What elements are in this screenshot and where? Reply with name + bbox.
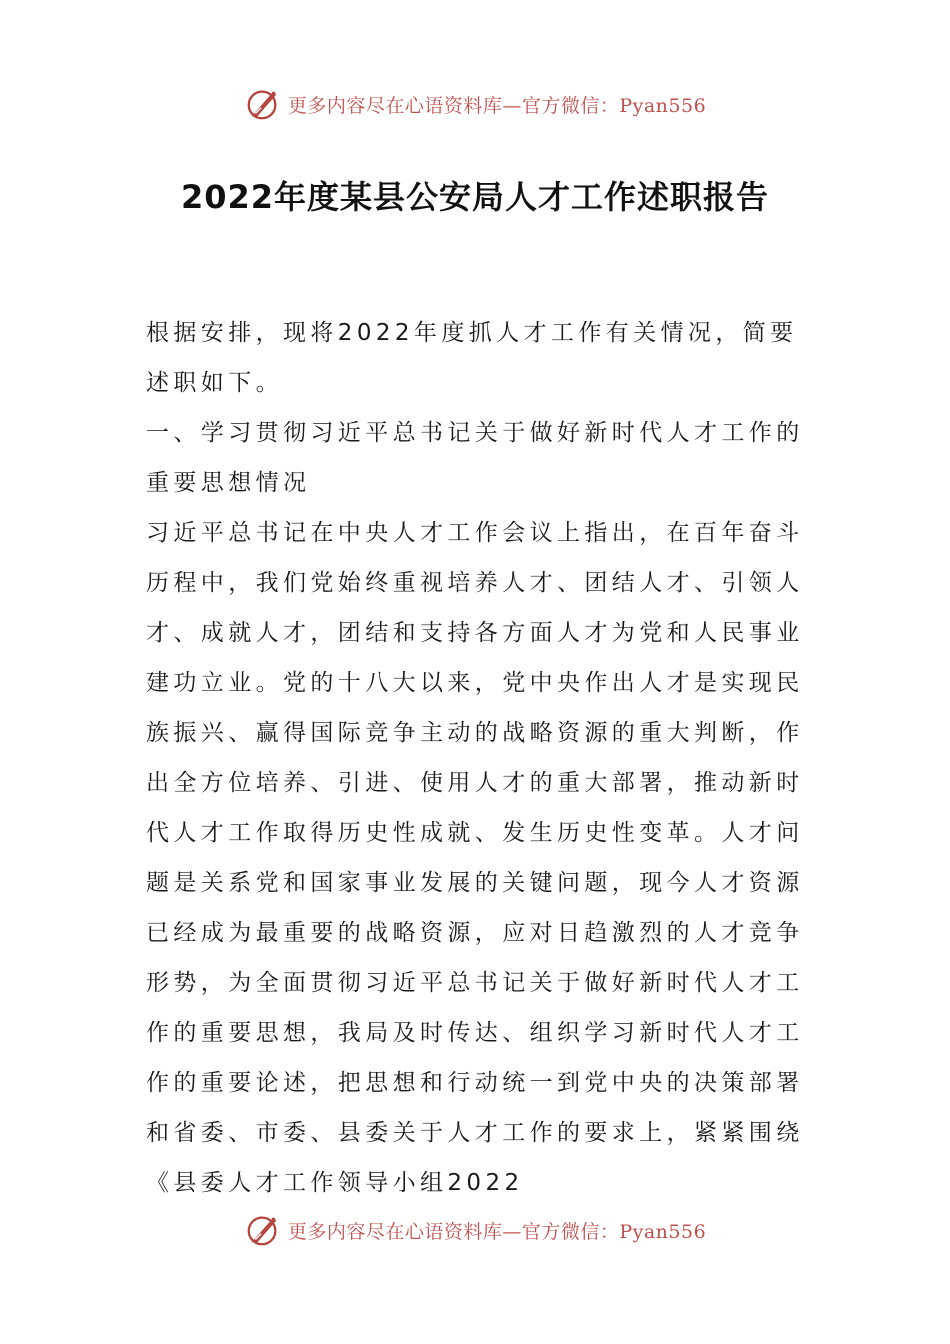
paragraph-body: 习近平总书记在中央人才工作会议上指出，在百年奋斗历程中，我们党始终重视培养人才、团结人才、引领人才、成就人才，团结和支持各方面人才为党和人民事业建功立业。党的十八大以来，党中央作出人才是实现民族振兴、赢得国际竞争主动的战略资源的重大判断，作出全方位培养、引进、使用人才的重大部署，推动新时代人才工作取得历史性成就、发生历史性变革。人才问题是关系党和国家事业发展的关键问题，现今人才资源已经成为最重要的战略资源，应对日趋激烈的人才竞争形势，为全面贯彻习近平总书记关于做好新时代人才工作的重要思想，我局及时传达、组织学习新时代人才工作的重要论述，把思想和行动统一到党中央的决策部署和省委、市委、县委关于人才工作的要求上，紧紧围绕《县委人才工作领导小组2022 <box>146 520 804 1196</box>
document-body <box>146 308 806 1208</box>
header-watermark <box>0 82 950 126</box>
paragraph-intro: 根据安排，现将2022年度抓人才工作有关情况，简要述职如下。 <box>146 320 798 396</box>
section-heading-1: 一、学习贯彻习近平总书记关于做好新时代人才工作的重要思想情况 <box>146 420 804 496</box>
quill-logo-icon <box>244 85 282 123</box>
quill-logo-icon <box>244 1211 282 1249</box>
watermark-text: 更多内容尽在心语资料库—官方微信：Pyan556 <box>287 94 707 117</box>
watermark-text: 更多内容尽在心语资料库—官方微信：Pyan556 <box>287 1220 707 1243</box>
footer-watermark <box>0 1208 950 1252</box>
document-title: 2022年度某县公安局人才工作述职报告 <box>180 178 770 216</box>
